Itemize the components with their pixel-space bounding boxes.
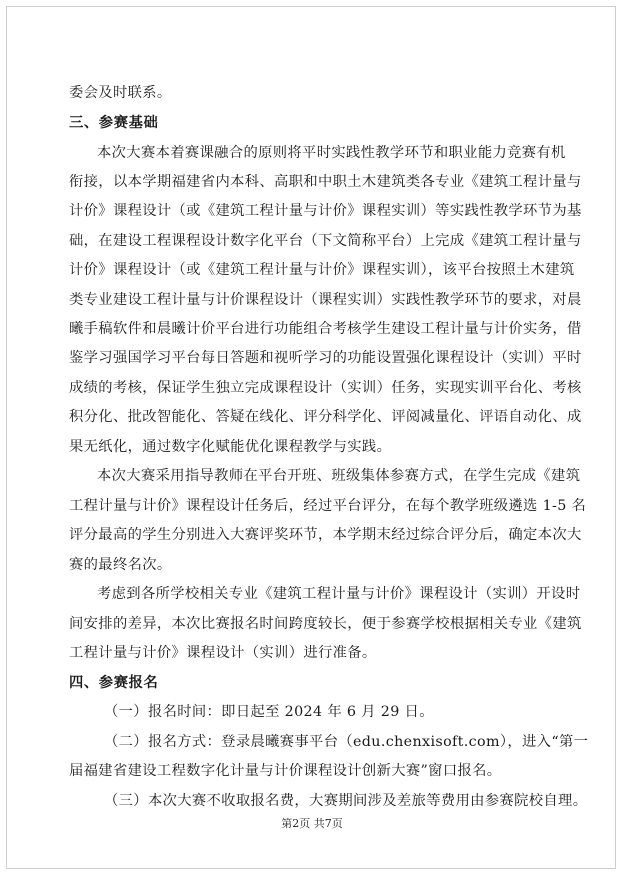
text-line: 成绩的考核，保证学生独立完成课程设计（实训）任务，实现实训平台化、考核 — [69, 380, 582, 396]
text-line: 衔接，以本学期福建省内本科、高职和中职土木建筑类各专业《建筑工程计量与 — [69, 174, 582, 190]
text-line: 本次大赛采用指导教师在平台开班、班级集体参赛方式，在学生完成《建筑 — [97, 468, 581, 484]
text-line: 委会及时联系。 — [69, 85, 172, 101]
text-line: 间安排的差异，本次比赛报名时间跨度较长，便于参赛学校根据相关专业《建筑 — [69, 616, 582, 632]
text-line: 计价》课程设计（或《建筑工程计量与计价》课程实训），该平台按照土木建筑 — [69, 262, 575, 278]
section-heading-4: 四、参赛报名 — [69, 675, 159, 691]
text-line: （一）报名时间：即日起至 2024 年 6 月 29 日。 — [104, 704, 434, 720]
text-line: 工程计量与计价》课程设计任务后，经过平台评分，在每个教学班级遴选 1-5 名 — [69, 498, 587, 514]
text-line: 类专业建设工程计量与计价课程设计（课程实训）实践性教学环节的要求，对晨 — [69, 292, 582, 308]
text-line: （二）报名方式：登录晨曦赛事平台（edu.chenxisoft.com），进入“第一 — [104, 734, 589, 750]
text-line: 本次大赛本着赛课融合的原则将平时实践性教学环节和职业能力竞赛有机 — [97, 145, 566, 161]
text-line: 工程计量与计价》课程设计（实训）进行准备。 — [69, 645, 377, 661]
text-line: 赛的最终名次。 — [69, 557, 172, 573]
text-line: 积分化、批改智能化、答疑在线化、评分科学化、评阅减量化、评语自动化、成 — [69, 409, 582, 425]
text-line: 础，在建设工程课程设计数字化平台（下文简称平台）上完成《建筑工程计量与 — [69, 233, 582, 249]
text-line: 果无纸化，通过数字化赋能优化课程教学与实践。 — [69, 439, 392, 455]
text-line: （三）本次大赛不收取报名费，大赛期间涉及差旅等费用由参赛院校自理。 — [104, 793, 588, 809]
text-line: 考虑到各所学校相关专业《建筑工程计量与计价》课程设计（实训）开设时 — [97, 586, 581, 602]
text-line: 届福建省建设工程数字化计量与计价课程设计创新大赛”窗口报名。 — [69, 763, 502, 779]
section-heading-3: 三、参赛基础 — [69, 115, 159, 131]
text-line: 曦手稿软件和晨曦计价平台进行功能组合考核学生建设工程计量与计价实务，借 — [69, 321, 582, 337]
page-number: 第2页 共7页 — [281, 817, 343, 830]
document-page — [6, 6, 616, 869]
text-line: 鉴学习强国学习平台每日答题和视听学习的功能设置强化课程设计（实训）平时 — [69, 350, 582, 366]
text-line: 计价》课程设计（或《建筑工程计量与计价》课程实训）等实践性教学环节为基 — [69, 203, 582, 219]
text-line: 评分最高的学生分别进入大赛评奖环节，本学期末经过综合评分后，确定本次大 — [69, 527, 582, 543]
